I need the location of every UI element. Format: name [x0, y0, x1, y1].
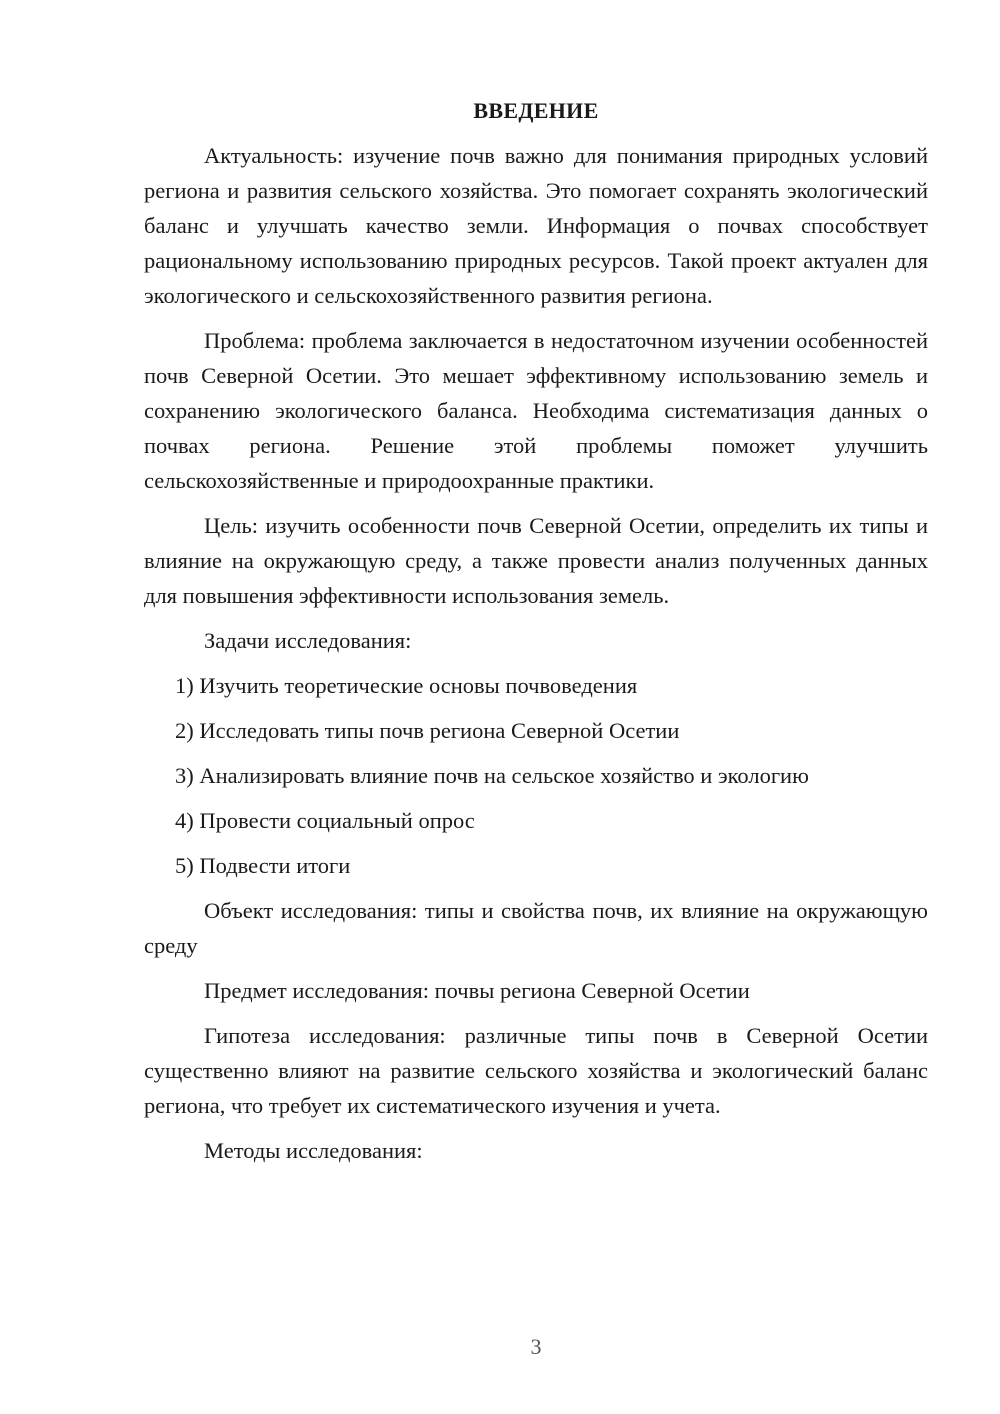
page-number: 3 [530, 1334, 542, 1359]
list-item: 1) Изучить теоретические основы почвоведения [175, 673, 638, 698]
tasks-heading: Задачи исследования: [204, 628, 412, 653]
paragraph-goal: Цель: изучить особенности почв Северной Осетии, определить их типы и влияние на окружающую среду, а также провести анализ полученных данных для повышения эффективности использования земель. [144, 513, 928, 608]
paragraph-hypothesis: Гипотеза исследования: различные типы почв в Северной Осетии существенно влияют на развитие сельского хозяйства и экологический баланс региона, что требует их систематического изучения и учета. [144, 1023, 928, 1118]
list-item: 3) Анализировать влияние почв на сельское хозяйство и экологию [175, 763, 809, 788]
tasks-list [144, 668, 928, 883]
list-item: 4) Провести социальный опрос [175, 808, 475, 833]
section-title: ВВЕДЕНИЕ [473, 98, 599, 123]
list-item: 5) Подвести итоги [175, 853, 351, 878]
page-content [144, 93, 928, 1178]
paragraph-object: Объект исследования: типы и свойства почв, их влияние на окружающую среду [144, 898, 928, 958]
paragraph-subject: Предмет исследования: почвы региона Северной Осетии [204, 978, 750, 1003]
methods-heading: Методы исследования: [204, 1138, 423, 1163]
list-item: 2) Исследовать типы почв региона Северной Осетии [175, 718, 680, 743]
paragraph-problem: Проблема: проблема заключается в недостаточном изучении особенностей почв Северной Осетии. Это мешает эффективному использованию земель и сохранению экологического баланса. Необходима систематизация данных о почвах региона. Решение этой проблемы поможет улучшить сельскохозяйственные и природоохранные практики. [144, 328, 928, 493]
paragraph-relevance: Актуальность: изучение почв важно для понимания природных условий региона и развития сельского хозяйства. Это помогает сохранять экологический баланс и улучшать качество земли. Информация о почвах способствует рациональному использованию природных ресурсов. Такой проект актуален для экологического и сельскохозяйственного развития региона. [144, 143, 928, 308]
